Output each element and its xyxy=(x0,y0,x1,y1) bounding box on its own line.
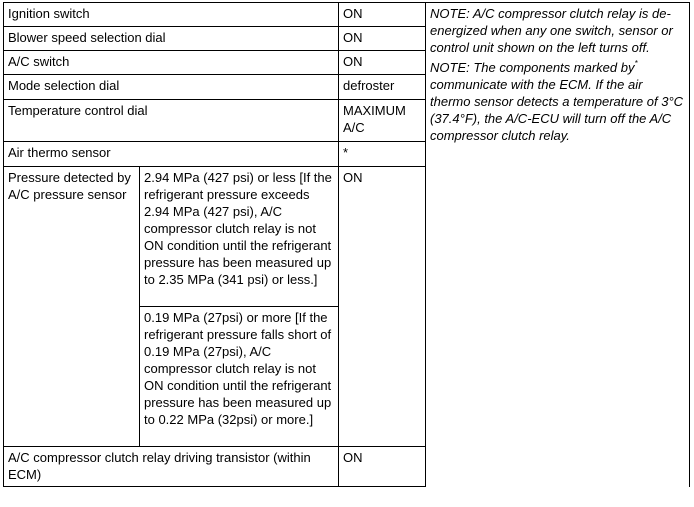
notes-cell xyxy=(426,3,690,487)
item-cell: A/C switch xyxy=(4,51,339,75)
pressure-upper-condition: 2.94 MPa (427 psi) or less [If the refrigerant pressure exceeds 2.94 MPa (427 psi), A/C compressor clutch relay is not ON condition until the refrigerant pressure has been measured up to 2.35 MPa (341 psi) or less.] xyxy=(140,167,339,307)
note-relay-deenergized: NOTE: A/C compressor clutch relay is de-energized when any one switch, sensor or control unit shown on the left turns off. xyxy=(430,6,673,55)
item-cell: Air thermo sensor xyxy=(4,142,339,167)
value-cell: ON xyxy=(339,3,426,27)
item-cell: Mode selection dial xyxy=(4,75,339,100)
note-ecm-part2: communicate with the ECM. If the air thermo sensor detects a temperature of 3°C (37.4°F), the A/C-ECU will turn off the A/C compressor clutch relay. xyxy=(430,77,684,143)
pressure-item-cell: Pressure detected by A/C pressure sensor xyxy=(4,167,140,447)
item-cell: Blower speed selection dial xyxy=(4,27,339,51)
value-cell: * xyxy=(339,142,426,167)
item-cell: Temperature control dial xyxy=(4,100,339,142)
value-cell: MAXIMUM A/C xyxy=(339,100,426,142)
value-cell: ON xyxy=(339,51,426,75)
pressure-lower-condition: 0.19 MPa (27psi) or more [If the refrigerant pressure falls short of 0.19 MPa (27psi), A/C compressor clutch relay is not ON condition until the refrigerant pressure has been measured up to 0.22 MPa (32psi) or more.] xyxy=(140,307,339,447)
value-cell: ON xyxy=(339,27,426,51)
ac-relay-conditions-table xyxy=(3,2,690,487)
value-cell: defroster xyxy=(339,75,426,100)
asterisk-marker: * xyxy=(634,59,638,68)
item-cell: A/C compressor clutch relay driving transistor (within ECM) xyxy=(4,447,339,487)
table-row xyxy=(4,3,690,27)
note-ecm-components xyxy=(430,59,686,144)
value-cell: ON xyxy=(339,447,426,487)
item-cell: Ignition switch xyxy=(4,3,339,27)
pressure-value-cell: ON xyxy=(339,167,426,447)
note-ecm-part1: NOTE: The components marked by xyxy=(430,60,635,75)
